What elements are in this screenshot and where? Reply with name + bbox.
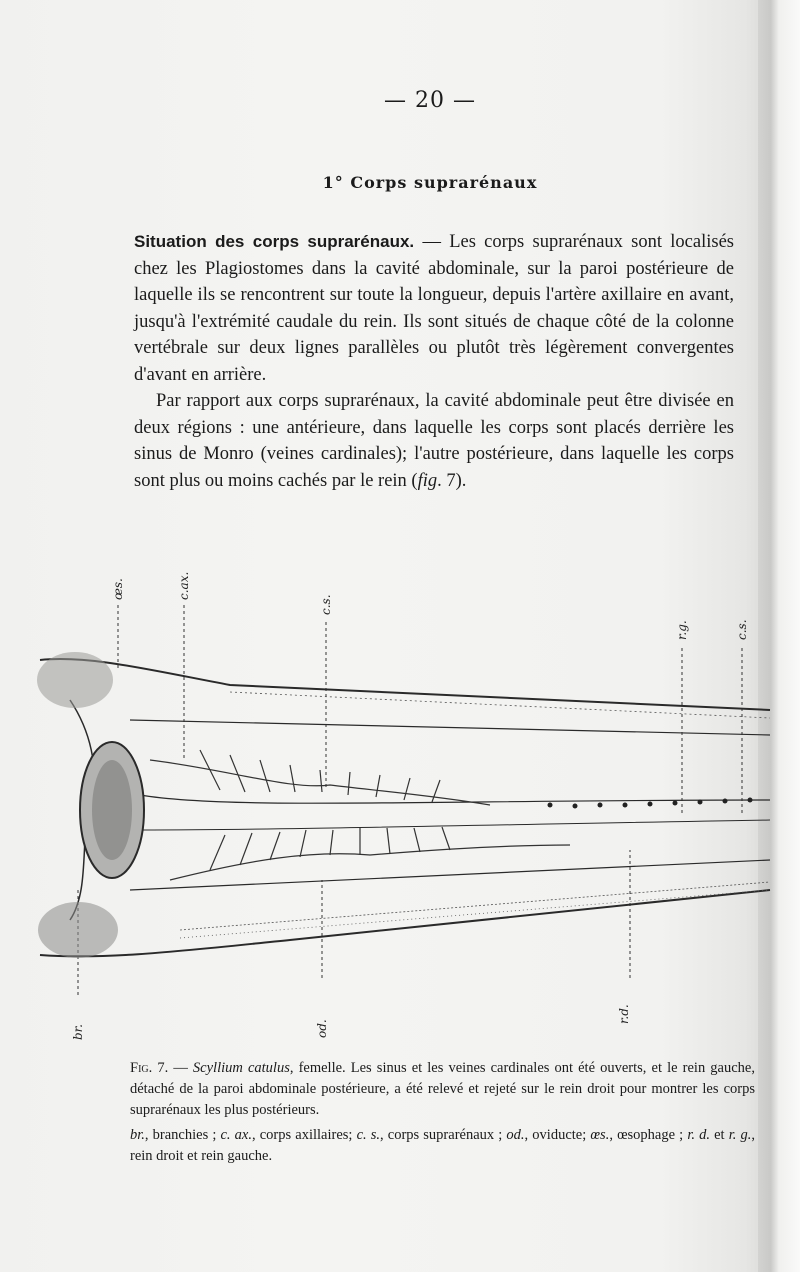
caption-text: Fig. 7. — Scyllium catulus, femelle. Les sinus et les veines cardinales ont été ouverts, et le rein gauche, détaché de la paroi abdominale postérieure, a été relevé et rejeté sur le rein droit pour montrer les corps suprarénaux les plus postérieurs. [130,1060,755,1118]
section-title: 1° Corps suprarénaux [322,173,538,192]
paragraph-1 [134,229,734,388]
label-od: od. [315,1019,329,1038]
page-number: — 20 — [384,88,476,113]
label-rg: r.g. [675,620,689,640]
caption-body: , femelle. Les sinus et les veines cardinales ont été ouverts, et le rein gauche, détaché de la paroi abdominale postérieure, a été relevé et rejeté sur le rein droit pour montrer les corps suprarénaux les plus postérieurs. [130,1060,755,1118]
paragraph-2 [134,388,734,494]
anatomical-figure [30,560,780,1050]
label-cs-posterior: c.s. [735,619,749,640]
label-cs: c.s. [319,594,333,615]
label-cax: c.ax. [177,571,191,600]
figure-illustration [30,560,780,1050]
figure-caption [130,1058,755,1167]
body-text [134,229,734,494]
caption-fig-label: Fig. 7. [130,1060,169,1076]
figure-reference: fig [417,470,438,491]
vessel-lines [150,750,570,880]
suprarenal-bodies [548,798,753,809]
caption-species: Scyllium catulus [192,1060,290,1076]
caption-legend: br., branchies ; c. ax., corps axillaires; c. s., corps suprarénaux ; od., oviducte; œs., œsophage ; r. d. et r. g., rein droit et rein gauche. [130,1127,755,1164]
paragraph-1-text: — Les corps suprarénaux sont localisés chez les Plagiostomes dans la cavité abdominale, sur la paroi postérieure de laquelle ils se rencontrent sur toute la longueur, depuis l'artère axillaire en avant, jusqu'à l'extrémité caudale du rein. Ils sont situés de chaque côté de la colonne vertébrale sur deux lignes parallèles ou plutôt très légèrement convergentes d'avant en arrière. [134,232,734,385]
label-rd: r.d. [617,1004,631,1024]
paragraph-2-text: Par rapport aux corps suprarénaux, la cavité abdominale peut être divisée en deux régions : une antérieure, dans laquelle les corps sont placés derrière les sinus de Monro (veines cardinales); l'autre postérieure, dans laquelle les corps sont plus ou moins cachés par le rein ( [134,391,734,491]
paragraph-run-in-heading: Situation des corps suprarénaux. [134,232,415,251]
paragraph-2-end: . 7). [437,470,467,491]
label-oes: œs. [111,578,125,600]
label-br: br. [71,1024,85,1040]
